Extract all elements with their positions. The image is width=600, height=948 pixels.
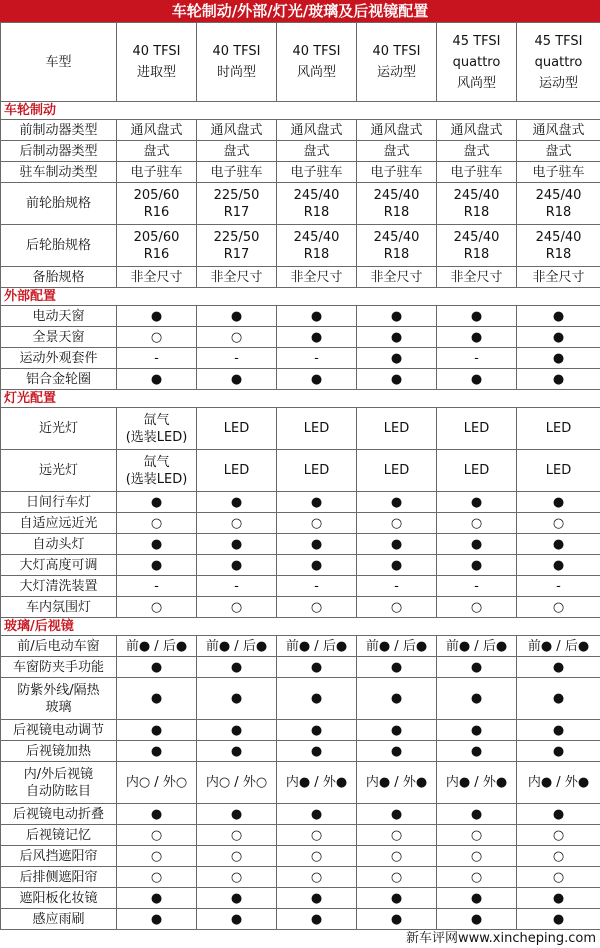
table-cell: - xyxy=(197,348,277,369)
row-label: 前/后电动车窗 xyxy=(1,636,117,657)
table-cell: 内○ / 外○ xyxy=(117,762,197,804)
table-row xyxy=(1,678,600,720)
section-row xyxy=(1,618,600,636)
table-cell: ○ xyxy=(277,597,357,618)
table-cell: ○ xyxy=(117,597,197,618)
table-cell: ● xyxy=(197,804,277,825)
table-cell: ○ xyxy=(117,513,197,534)
table-cell: ● xyxy=(197,306,277,327)
table-cell: 245/40 R18 xyxy=(277,183,357,225)
table-row xyxy=(1,576,600,597)
table-cell: 225/50 R17 xyxy=(197,183,277,225)
table-cell: ○ xyxy=(277,825,357,846)
table-cell: - xyxy=(277,348,357,369)
table-cell: ● xyxy=(437,804,517,825)
table-cell: ○ xyxy=(437,846,517,867)
row-label: 后制动器类型 xyxy=(1,141,117,162)
row-label: 感应雨刷 xyxy=(1,909,117,930)
table-cell: LED xyxy=(197,408,277,450)
table-cell: ● xyxy=(437,369,517,390)
table-cell: 非全尺寸 xyxy=(437,267,517,288)
row-label: 自动头灯 xyxy=(1,534,117,555)
table-cell: 通风盘式 xyxy=(277,120,357,141)
table-cell: 电子驻车 xyxy=(357,162,437,183)
table-cell: 非全尺寸 xyxy=(117,267,197,288)
table-cell: ● xyxy=(357,741,437,762)
section-row xyxy=(1,288,600,306)
table-cell: ● xyxy=(277,657,357,678)
table-row xyxy=(1,162,600,183)
table-row xyxy=(1,327,600,348)
table-cell: ● xyxy=(197,369,277,390)
table-row xyxy=(1,762,600,804)
row-label: 运动外观套件 xyxy=(1,348,117,369)
table-row xyxy=(1,657,600,678)
table-cell: ● xyxy=(357,369,437,390)
table-cell: 内● / 外● xyxy=(437,762,517,804)
row-label: 前制动器类型 xyxy=(1,120,117,141)
table-cell: LED xyxy=(357,408,437,450)
table-cell: - xyxy=(437,348,517,369)
table-cell: ● xyxy=(517,657,600,678)
row-label: 后视镜电动调节 xyxy=(1,720,117,741)
table-cell: 非全尺寸 xyxy=(197,267,277,288)
source-footer: 新车评网www.xincheping.com xyxy=(0,930,600,948)
table-cell: ● xyxy=(357,555,437,576)
table-cell: 内● / 外● xyxy=(277,762,357,804)
row-label: 车内氛围灯 xyxy=(1,597,117,618)
table-cell: - xyxy=(357,576,437,597)
table-cell: 盘式 xyxy=(197,141,277,162)
row-label: 车窗防夹手功能 xyxy=(1,657,117,678)
table-cell: ● xyxy=(117,657,197,678)
table-cell: 245/40 R18 xyxy=(357,183,437,225)
table-cell: ○ xyxy=(357,846,437,867)
table-cell: 前● / 后● xyxy=(437,636,517,657)
table-cell: ● xyxy=(517,804,600,825)
table-cell: ● xyxy=(117,555,197,576)
table-cell: 非全尺寸 xyxy=(357,267,437,288)
table-row xyxy=(1,141,600,162)
table-cell: 前● / 后● xyxy=(277,636,357,657)
table-cell: 205/60 R16 xyxy=(117,183,197,225)
table-cell: ○ xyxy=(437,825,517,846)
table-cell: 盘式 xyxy=(277,141,357,162)
table-row xyxy=(1,888,600,909)
table-cell: ● xyxy=(277,720,357,741)
table-cell: ● xyxy=(117,909,197,930)
table-cell: ● xyxy=(197,534,277,555)
table-cell: 盘式 xyxy=(517,141,600,162)
table-cell: ● xyxy=(517,555,600,576)
table-cell: ● xyxy=(197,720,277,741)
row-label: 后视镜电动折叠 xyxy=(1,804,117,825)
table-cell: ● xyxy=(197,657,277,678)
table-cell: ○ xyxy=(357,867,437,888)
table-cell: ● xyxy=(197,909,277,930)
table-cell: - xyxy=(117,576,197,597)
table-cell: ● xyxy=(517,888,600,909)
table-cell: LED xyxy=(277,450,357,492)
row-label: 大灯清洗装置 xyxy=(1,576,117,597)
table-row xyxy=(1,636,600,657)
spec-table xyxy=(0,22,600,930)
table-row xyxy=(1,846,600,867)
table-row xyxy=(1,825,600,846)
row-label: 后轮胎规格 xyxy=(1,225,117,267)
table-cell: ● xyxy=(357,534,437,555)
table-cell: 氙气 (选装LED) xyxy=(117,408,197,450)
table-cell: ● xyxy=(277,741,357,762)
table-cell: 前● / 后● xyxy=(517,636,600,657)
row-label: 内/外后视镜 自动防眩目 xyxy=(1,762,117,804)
row-label: 防紫外线/隔热 玻璃 xyxy=(1,678,117,720)
table-cell: 245/40 R18 xyxy=(437,225,517,267)
table-row xyxy=(1,183,600,225)
table-cell: 通风盘式 xyxy=(197,120,277,141)
table-cell: 245/40 R18 xyxy=(437,183,517,225)
table-cell: ○ xyxy=(357,597,437,618)
table-cell: ● xyxy=(517,327,600,348)
model-header: 45 TFSI quattro 运动型 xyxy=(517,23,600,102)
table-cell: ● xyxy=(357,492,437,513)
table-cell: ○ xyxy=(357,825,437,846)
table-cell: ○ xyxy=(517,597,600,618)
table-cell: ● xyxy=(197,888,277,909)
table-cell: ● xyxy=(357,720,437,741)
table-cell: ● xyxy=(437,492,517,513)
table-cell: ○ xyxy=(277,846,357,867)
table-row xyxy=(1,408,600,450)
model-header: 45 TFSI quattro 风尚型 xyxy=(437,23,517,102)
table-cell: ● xyxy=(437,720,517,741)
table-cell: ● xyxy=(277,534,357,555)
table-cell: ○ xyxy=(517,513,600,534)
table-cell: ● xyxy=(437,534,517,555)
table-cell: 电子驻车 xyxy=(277,162,357,183)
section-title: 车轮制动 xyxy=(1,102,600,120)
table-cell: 245/40 R18 xyxy=(517,225,600,267)
table-cell: 通风盘式 xyxy=(517,120,600,141)
row-label: 日间行车灯 xyxy=(1,492,117,513)
table-row xyxy=(1,225,600,267)
table-cell: ● xyxy=(117,888,197,909)
table-cell: ○ xyxy=(117,846,197,867)
table-cell: 内○ / 外○ xyxy=(197,762,277,804)
table-cell: - xyxy=(197,576,277,597)
table-row xyxy=(1,120,600,141)
table-cell: ● xyxy=(437,327,517,348)
table-cell: LED xyxy=(357,450,437,492)
row-label: 后视镜加热 xyxy=(1,741,117,762)
table-cell: ● xyxy=(197,492,277,513)
table-cell: 内● / 外● xyxy=(357,762,437,804)
table-cell: ● xyxy=(517,492,600,513)
table-cell: ● xyxy=(357,909,437,930)
table-cell: - xyxy=(277,576,357,597)
table-cell: ● xyxy=(437,741,517,762)
table-cell: LED xyxy=(517,408,600,450)
table-cell: ● xyxy=(277,909,357,930)
table-row xyxy=(1,369,600,390)
table-cell: 电子驻车 xyxy=(197,162,277,183)
table-cell: ● xyxy=(517,306,600,327)
table-cell: ○ xyxy=(277,513,357,534)
table-cell: ○ xyxy=(437,513,517,534)
row-label: 后风挡遮阳帘 xyxy=(1,846,117,867)
table-cell: ● xyxy=(117,369,197,390)
table-cell: ● xyxy=(357,888,437,909)
table-cell: 245/40 R18 xyxy=(277,225,357,267)
table-cell: 225/50 R17 xyxy=(197,225,277,267)
row-label: 后视镜记忆 xyxy=(1,825,117,846)
row-label: 备胎规格 xyxy=(1,267,117,288)
row-label: 电动天窗 xyxy=(1,306,117,327)
table-cell: ● xyxy=(517,534,600,555)
table-cell: 通风盘式 xyxy=(357,120,437,141)
table-cell: LED xyxy=(277,408,357,450)
table-cell: ● xyxy=(117,534,197,555)
table-cell: 245/40 R18 xyxy=(517,183,600,225)
table-row xyxy=(1,720,600,741)
table-row xyxy=(1,348,600,369)
row-label: 铝合金轮圈 xyxy=(1,369,117,390)
row-label: 前轮胎规格 xyxy=(1,183,117,225)
table-cell: ● xyxy=(277,555,357,576)
table-cell: ● xyxy=(357,657,437,678)
table-cell: ● xyxy=(437,909,517,930)
table-cell: - xyxy=(517,576,600,597)
table-cell: ○ xyxy=(357,513,437,534)
table-row xyxy=(1,513,600,534)
table-cell: ● xyxy=(357,306,437,327)
table-cell: LED xyxy=(197,450,277,492)
table-cell: ● xyxy=(517,741,600,762)
table-cell: ● xyxy=(437,888,517,909)
table-cell: ● xyxy=(277,369,357,390)
table-cell: ● xyxy=(197,555,277,576)
table-cell: 前● / 后● xyxy=(117,636,197,657)
row-label: 后排侧遮阳帘 xyxy=(1,867,117,888)
table-row xyxy=(1,804,600,825)
table-row xyxy=(1,741,600,762)
table-cell: ○ xyxy=(437,597,517,618)
table-row xyxy=(1,909,600,930)
table-row xyxy=(1,597,600,618)
table-cell: ● xyxy=(117,678,197,720)
table-cell: 电子驻车 xyxy=(437,162,517,183)
model-header: 40 TFSI 进取型 xyxy=(117,23,197,102)
table-cell: ○ xyxy=(197,846,277,867)
model-header: 40 TFSI 时尚型 xyxy=(197,23,277,102)
table-cell: ● xyxy=(357,804,437,825)
section-title: 外部配置 xyxy=(1,288,600,306)
table-cell: ○ xyxy=(517,867,600,888)
table-cell: ● xyxy=(117,492,197,513)
row-label: 大灯高度可调 xyxy=(1,555,117,576)
table-cell: ○ xyxy=(117,867,197,888)
table-cell: ● xyxy=(277,678,357,720)
table-cell: ○ xyxy=(517,846,600,867)
table-cell: 盘式 xyxy=(437,141,517,162)
table-cell: ● xyxy=(117,804,197,825)
table-cell: ● xyxy=(437,306,517,327)
table-cell: LED xyxy=(517,450,600,492)
table-cell: ● xyxy=(357,327,437,348)
table-cell: 电子驻车 xyxy=(517,162,600,183)
table-cell: ● xyxy=(277,492,357,513)
table-row xyxy=(1,867,600,888)
table-cell: LED xyxy=(437,408,517,450)
table-cell: 盘式 xyxy=(357,141,437,162)
table-cell: ● xyxy=(517,348,600,369)
table-cell: ○ xyxy=(197,825,277,846)
model-header-label: 车型 xyxy=(1,23,117,102)
table-cell: 氙气 (选装LED) xyxy=(117,450,197,492)
table-cell: ● xyxy=(117,720,197,741)
table-cell: 非全尺寸 xyxy=(277,267,357,288)
section-title: 玻璃/后视镜 xyxy=(1,618,600,636)
table-cell: 205/60 R16 xyxy=(117,225,197,267)
table-cell: ● xyxy=(437,678,517,720)
table-cell: 前● / 后● xyxy=(357,636,437,657)
table-cell: ○ xyxy=(117,327,197,348)
table-cell: ○ xyxy=(197,597,277,618)
table-cell: ● xyxy=(197,678,277,720)
table-cell: ● xyxy=(357,348,437,369)
table-cell: ● xyxy=(517,909,600,930)
table-cell: ● xyxy=(277,804,357,825)
table-cell: ● xyxy=(277,327,357,348)
row-label: 驻车制动类型 xyxy=(1,162,117,183)
section-title: 灯光配置 xyxy=(1,390,600,408)
table-cell: 盘式 xyxy=(117,141,197,162)
row-label: 远光灯 xyxy=(1,450,117,492)
row-label: 自适应远近光 xyxy=(1,513,117,534)
table-cell: LED xyxy=(437,450,517,492)
table-row xyxy=(1,267,600,288)
table-cell: ○ xyxy=(197,867,277,888)
table-cell: - xyxy=(437,576,517,597)
table-cell: ○ xyxy=(197,513,277,534)
table-cell: 通风盘式 xyxy=(117,120,197,141)
row-label: 近光灯 xyxy=(1,408,117,450)
row-label: 遮阳板化妆镜 xyxy=(1,888,117,909)
table-cell: ○ xyxy=(197,327,277,348)
table-cell: ● xyxy=(117,741,197,762)
table-cell: 245/40 R18 xyxy=(357,225,437,267)
table-cell: ● xyxy=(197,741,277,762)
table-cell: ● xyxy=(117,306,197,327)
table-cell: 电子驻车 xyxy=(117,162,197,183)
table-row xyxy=(1,450,600,492)
table-cell: ○ xyxy=(437,867,517,888)
table-row xyxy=(1,492,600,513)
table-row xyxy=(1,534,600,555)
table-cell: ● xyxy=(517,678,600,720)
table-cell: 前● / 后● xyxy=(197,636,277,657)
table-cell: ● xyxy=(357,678,437,720)
row-label: 全景天窗 xyxy=(1,327,117,348)
table-cell: ● xyxy=(437,555,517,576)
table-cell: - xyxy=(117,348,197,369)
table-cell: 通风盘式 xyxy=(437,120,517,141)
table-cell: ○ xyxy=(277,867,357,888)
model-header: 40 TFSI 风尚型 xyxy=(277,23,357,102)
table-cell: ○ xyxy=(517,825,600,846)
table-cell: ○ xyxy=(117,825,197,846)
header-row xyxy=(1,23,600,102)
table-row xyxy=(1,555,600,576)
table-cell: 非全尺寸 xyxy=(517,267,600,288)
model-header: 40 TFSI 运动型 xyxy=(357,23,437,102)
table-cell: ● xyxy=(437,657,517,678)
table-row xyxy=(1,306,600,327)
table-cell: ● xyxy=(277,888,357,909)
table-cell: ● xyxy=(517,720,600,741)
table-cell: ● xyxy=(517,369,600,390)
table-cell: 内● / 外● xyxy=(517,762,600,804)
section-row xyxy=(1,390,600,408)
table-cell: ● xyxy=(277,306,357,327)
table-title: 车轮制动/外部/灯光/玻璃及后视镜配置 xyxy=(0,0,600,22)
section-row xyxy=(1,102,600,120)
